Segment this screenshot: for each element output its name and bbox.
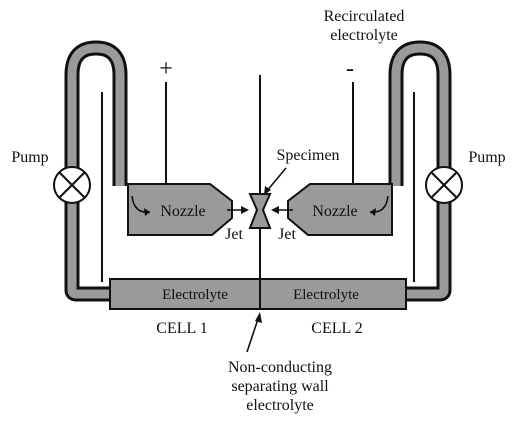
recirculated-label-1: Recirculated — [323, 8, 405, 25]
nozzle-right-label: Nozzle — [312, 203, 358, 220]
specimen-label: Specimen — [276, 147, 340, 164]
plus-sign: + — [159, 56, 173, 82]
electrolyte-bath — [110, 279, 406, 309]
nozzle-left-label: Nozzle — [160, 203, 206, 220]
left-pump-icon — [54, 167, 90, 203]
jet-left-label: Jet — [225, 226, 243, 243]
wall-label-3: electrolyte — [246, 397, 314, 414]
minus-sign: - — [346, 56, 354, 82]
electrolyte-right-label: Electrolyte — [293, 287, 359, 303]
recirculated-label-2: electrolyte — [330, 27, 398, 44]
electrolyte-left-label: Electrolyte — [162, 287, 228, 303]
wall-pointer-head-icon — [255, 312, 262, 323]
jet-right-label: Jet — [278, 226, 296, 243]
right-pump-icon — [426, 167, 462, 203]
cell1-label: CELL 1 — [156, 320, 208, 337]
specimen-shape — [250, 194, 270, 228]
right-jet-arrowhead-icon — [271, 206, 279, 214]
cell2-label: CELL 2 — [311, 320, 363, 337]
pump-left-label: Pump — [11, 149, 49, 166]
pump-right-label: Pump — [468, 149, 506, 166]
specimen-pointer-icon — [266, 168, 286, 192]
wall-label-2: separating wall — [231, 378, 329, 395]
wall-label-1: Non-conducting — [228, 359, 332, 376]
left-jet-arrowhead-icon — [241, 206, 249, 214]
